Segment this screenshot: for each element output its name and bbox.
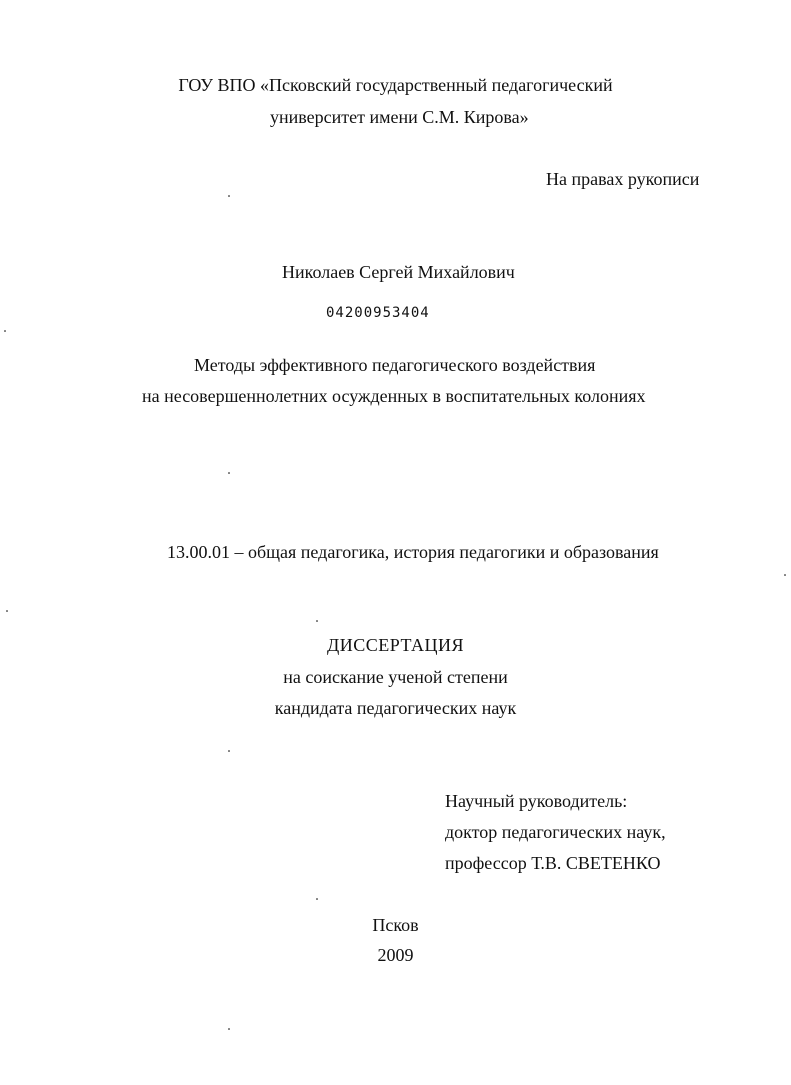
institution-line-2: университет имени С.М. Кирова» [270, 107, 529, 127]
supervisor-label: Научный руководитель: [445, 791, 628, 811]
institution-line-1: ГОУ ВПО «Псковский государственный педагогический [178, 75, 613, 95]
degree-line-1: на соискание ученой степени [283, 667, 508, 687]
degree-heading: ДИССЕРТАЦИЯ [326, 635, 465, 655]
author-name: Николаев Сергей Михайлович [282, 262, 515, 282]
title-line-1: Методы эффективного педагогического воздействия [194, 355, 596, 375]
scan-speck [4, 330, 6, 332]
manuscript-note: На правах рукописи [546, 169, 700, 189]
scan-speck [6, 610, 8, 612]
registration-number: 04200953404 [326, 305, 430, 321]
scan-speck [228, 1028, 230, 1030]
scan-speck [228, 472, 230, 474]
scan-speck [784, 574, 786, 576]
scan-speck [228, 195, 230, 197]
degree-line-2: кандидата педагогических наук [274, 698, 517, 718]
title-line-2: на несовершеннолетних осужденных в воспитательных колониях [142, 386, 646, 406]
place: Псков [372, 915, 419, 935]
scan-speck [228, 750, 230, 752]
year: 2009 [377, 945, 414, 965]
supervisor-name: профессор Т.В. СВЕТЕНКО [445, 853, 661, 873]
scan-speck [316, 620, 318, 622]
supervisor-degree: доктор педагогических наук, [445, 822, 666, 842]
scan-speck [316, 898, 318, 900]
specialty: 13.00.01 – общая педагогика, история педагогики и образования [167, 542, 659, 562]
